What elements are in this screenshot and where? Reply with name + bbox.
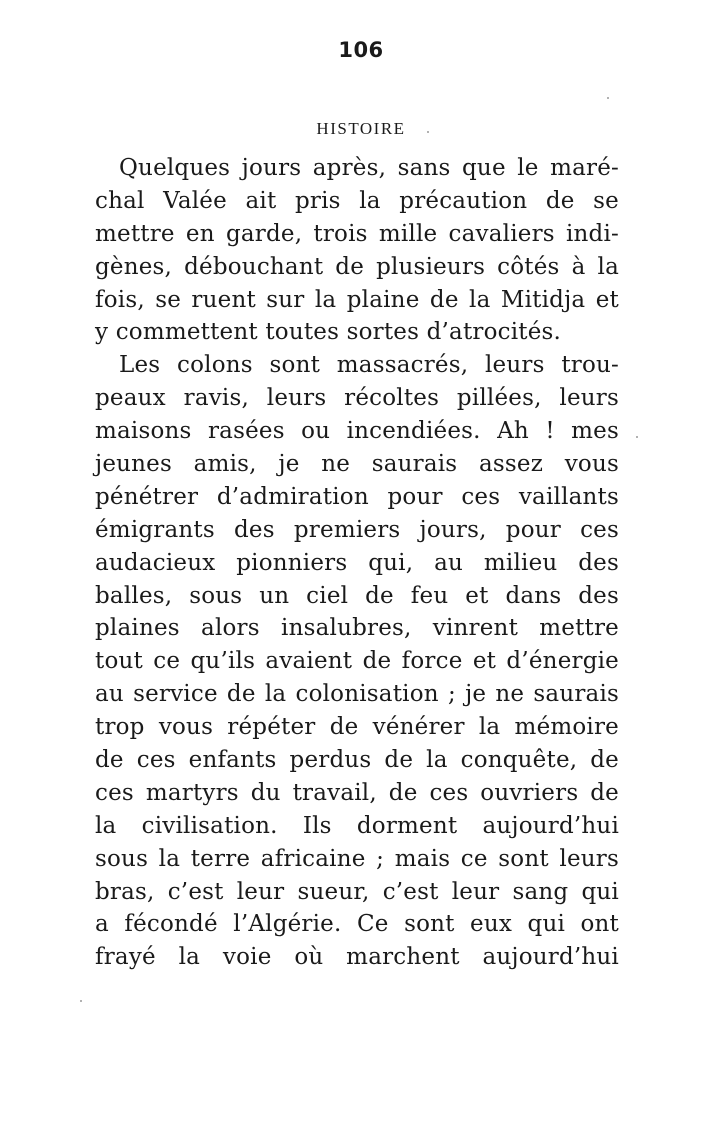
text-line: audacieux pionniers qui, au milieu des: [95, 549, 619, 576]
text-line: mettre en garde, trois mille cavaliers indi-: [95, 220, 619, 247]
text-line: fois, se ruent sur la plaine de la Mitidja et: [95, 286, 619, 313]
text-line: gènes, débouchant de plusieurs côtés à la: [95, 253, 619, 280]
text-line: tout ce qu’ils avaient de force et d’énergie: [95, 648, 619, 675]
text-line: jeunes amis, je ne saurais assez vous: [95, 451, 619, 478]
page-number: 106: [338, 38, 384, 62]
text-line: émigrants des premiers jours, pour ces: [95, 516, 619, 543]
scan-speck: [427, 131, 429, 133]
scan-speck: [80, 1000, 82, 1002]
text-line: de ces enfants perdus de la conquête, de: [95, 747, 619, 774]
text-line: trop vous répéter de vénérer la mémoire: [95, 714, 619, 741]
text-line: peaux ravis, leurs récoltes pillées, leurs: [95, 385, 619, 412]
body-text: [95, 152, 619, 974]
text-line: maisons rasées ou incendiées. Ah ! mes: [95, 418, 619, 445]
text-line: pénétrer d’admiration pour ces vaillants: [95, 483, 619, 510]
text-line: y commettent toutes sortes d’atrocités.: [95, 319, 562, 346]
text-line: a fécondé l’Algérie. Ce sont eux qui ont: [95, 911, 619, 938]
running-head: HISTOIRE: [316, 119, 406, 138]
text-line: Les colons sont massacrés, leurs trou-: [119, 352, 619, 379]
text-line: sous la terre africaine ; mais ce sont leurs: [95, 845, 619, 872]
text-line: plaines alors insalubres, vinrent mettre: [95, 615, 619, 642]
text-line: la civilisation. Ils dorment aujourd’hui: [95, 812, 619, 839]
text-line: frayé la voie où marchent aujourd’hui: [95, 944, 619, 971]
paragraph-2: [95, 349, 619, 974]
text-line: au service de la colonisation ; je ne saurais: [95, 681, 619, 708]
text-line: Quelques jours après, sans que le maré-: [119, 155, 619, 181]
scan-speck: [636, 436, 638, 438]
paragraph-1: [95, 152, 619, 349]
text-line: bras, c’est leur sueur, c’est leur sang qui: [95, 878, 619, 905]
text-line: ces martyrs du travail, de ces ouvriers de: [95, 779, 619, 806]
scan-speck: [607, 97, 609, 99]
text-line: chal Valée ait pris la précaution de se: [95, 187, 619, 214]
text-line: balles, sous un ciel de feu et dans des: [95, 582, 619, 609]
